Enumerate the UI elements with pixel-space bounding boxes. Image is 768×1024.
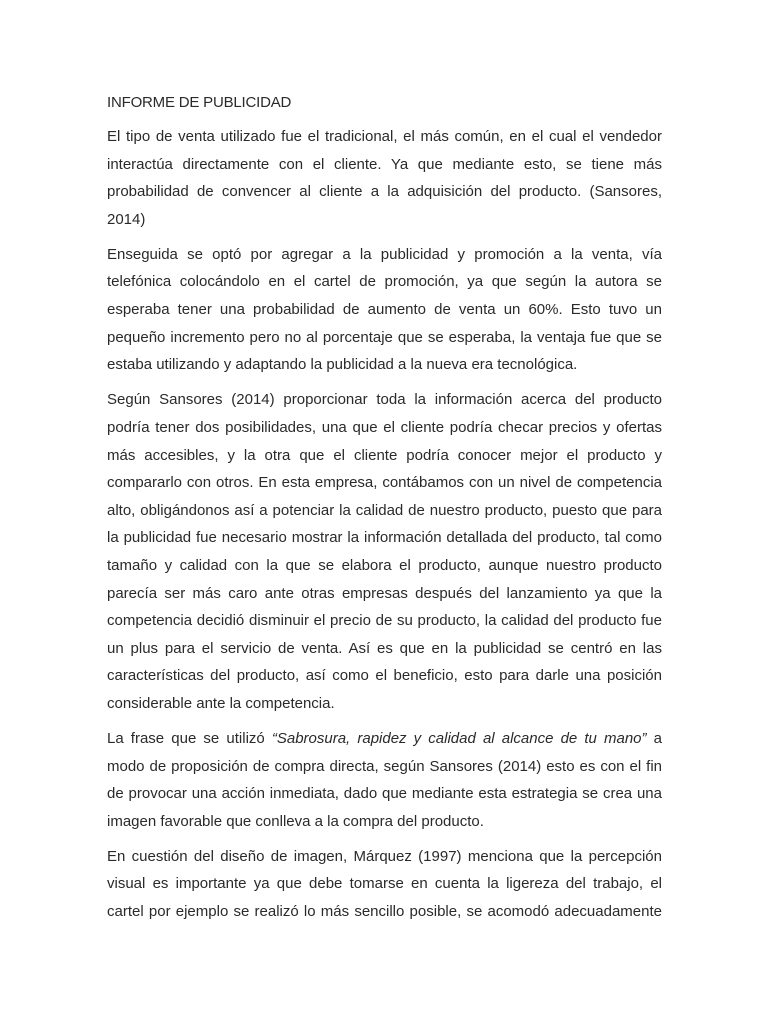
slogan-intro-text: La frase que se utilizó [107, 729, 272, 747]
paragraph-sales-type: El tipo de venta utilizado fue el tradicional, el más común, en el cual el vendedor interactúa directamente con el cliente. Ya que mediante esto, se tiene más probabilidad de convencer al cliente a la adquisición del producto. (Sansores, 2014) [107, 128, 662, 228]
slogan-explanation-text: a modo de proposición de compra directa, según Sansores (2014) esto es con el fin de provocar una acción inmediata, dado que mediante esta estrategia se crea una imagen favorable que conlleva a la compra del producto. [107, 729, 662, 830]
paragraph-slogan [107, 725, 662, 835]
document-title: INFORME DE PUBLICIDAD [107, 94, 292, 111]
paragraph-product-information: Según Sansores (2014) proporcionar toda la información acerca del producto podría tener dos posibilidades, una que el cliente podría checar precios y ofertas más accesibles, y la otra que el cliente podría conocer mejor el producto y compararlo con otros. En esta empresa, contábamos con un nivel de competencia alto, obligándonos así a potenciar la calidad de nuestro producto, puesto que para la publicidad fue necesario mostrar la información detallada del producto, tal como tamaño y calidad con la que se elabora el producto, aunque nuestro producto parecía ser más caro ante otras empresas después del lanzamiento ya que la competencia decidió disminuir el precio de su producto, la calidad del producto fue un plus para el servicio de venta. Así es que en la publicidad se centró en las características del producto, así como el beneficio, esto para darle una posición considerable ante la competencia. [107, 391, 662, 712]
paragraph-image-design: En cuestión del diseño de imagen, Márquez (1997) menciona que la percepción visual es importante ya que debe tomarse en cuenta la ligereza del trabajo, el cartel por ejemplo se realizó lo más sencillo posible, se acomodó adecuadamente [107, 847, 662, 921]
paragraph-promotion: Enseguida se optó por agregar a la publicidad y promoción a la venta, vía telefónica colocándolo en el cartel de promoción, ya que según la autora se esperaba tener una probabilidad de aumento de venta un 60%. Esto tuvo un pequeño incremento pero no al porcentaje que se esperaba, la ventaja fue que se estaba utilizando y adaptando la publicidad a la nueva era tecnológica. [107, 245, 662, 374]
document-body [107, 90, 662, 933]
slogan-quote: “Sabrosura, rapidez y calidad al alcance de tu mano” [271, 729, 647, 747]
